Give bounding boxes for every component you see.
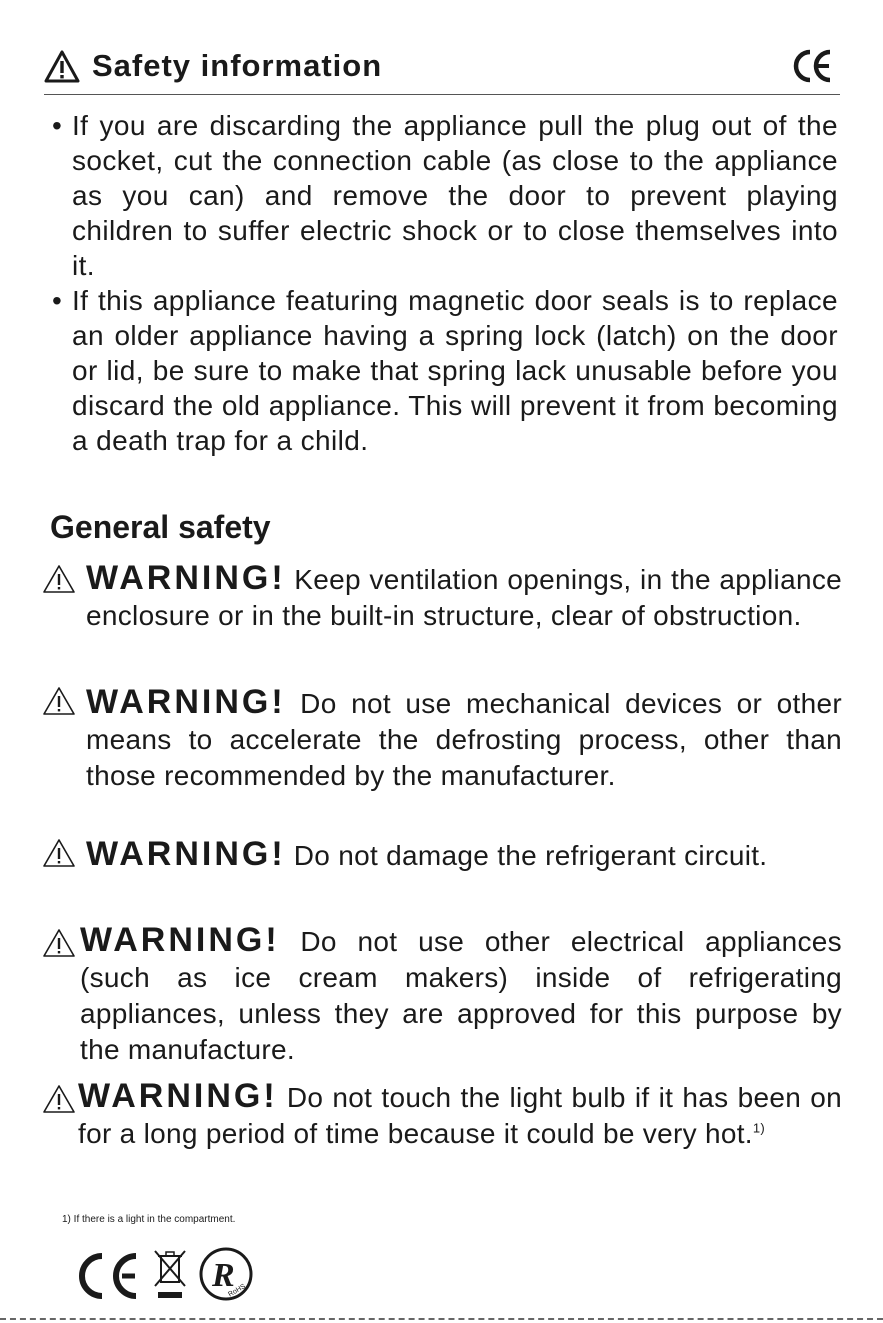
page-header: [44, 46, 840, 90]
warning-label: WARNING!: [86, 683, 286, 721]
warning-label: WARNING!: [86, 835, 286, 873]
rohs-mark-icon: [198, 1246, 254, 1302]
warning-triangle-icon: [42, 928, 76, 958]
compliance-marks: [68, 1246, 268, 1306]
warning-triangle-icon: [42, 838, 76, 868]
header-divider: [44, 94, 840, 95]
rohs-letter: R: [212, 1257, 235, 1294]
warning-block: WARNING! Do not touch the light bulb if it has been on for a long period of time because it could be very hot.$^{1)}$: [42, 1078, 842, 1152]
list-item: • If this appliance featuring magnetic door seals is to replace an older appliance having a spring lock (latch) on the door or lid, be sure to make that spring lack unusable before you discard the old appliance. This will prevent it from becoming a death trap for a child.: [52, 285, 838, 456]
warning-label: WARNING!: [86, 559, 286, 597]
bullet-icon: •: [52, 285, 63, 316]
warning-block: WARNING! Do not use other electrical appliances (such as ice cream makers) inside of refrigerating appliances, unless they are approved for this purpose by the manufacture.: [42, 922, 842, 1068]
warning-block: WARNING! Keep ventilation openings, in the appliance enclosure or in the built-in structure, clear of obstruction.: [42, 560, 842, 634]
crossed-bin-icon: [152, 1248, 188, 1302]
rohs-text: RoHS: [227, 1283, 247, 1299]
page-bottom-divider: [0, 1318, 883, 1320]
warning-label: WARNING!: [78, 1077, 278, 1115]
footnote-ref: 1): [752, 1120, 766, 1136]
ce-mark-icon: [68, 1250, 146, 1302]
warning-label: WARNING!: [80, 921, 280, 959]
section-heading-general-safety: General safety: [50, 509, 271, 545]
discard-instructions: [48, 108, 838, 458]
warning-block: WARNING! Do not damage the refrigerant circuit.: [42, 836, 842, 874]
warning-triangle-icon: [42, 1084, 76, 1114]
footnote: 1) If there is a light in the compartment.: [62, 1214, 236, 1225]
warning-block: WARNING! Do not use mechanical devices or other means to accelerate the defrosting process, other than those recommended by the manufacturer.: [42, 684, 842, 794]
warning-triangle-icon: [42, 686, 76, 716]
bullet-icon: •: [52, 110, 63, 141]
page-title: Safety information: [92, 48, 383, 83]
list-item: • If you are discarding the appliance pull the plug out of the socket, cut the connection cable (as close to the appliance as you can) and remove the door to prevent playing children to suffer electric shock or to close themselves into it.: [52, 110, 838, 281]
warning-triangle-icon: [44, 50, 80, 84]
warning-triangle-icon: [42, 564, 76, 594]
ce-mark-icon: [790, 48, 834, 84]
